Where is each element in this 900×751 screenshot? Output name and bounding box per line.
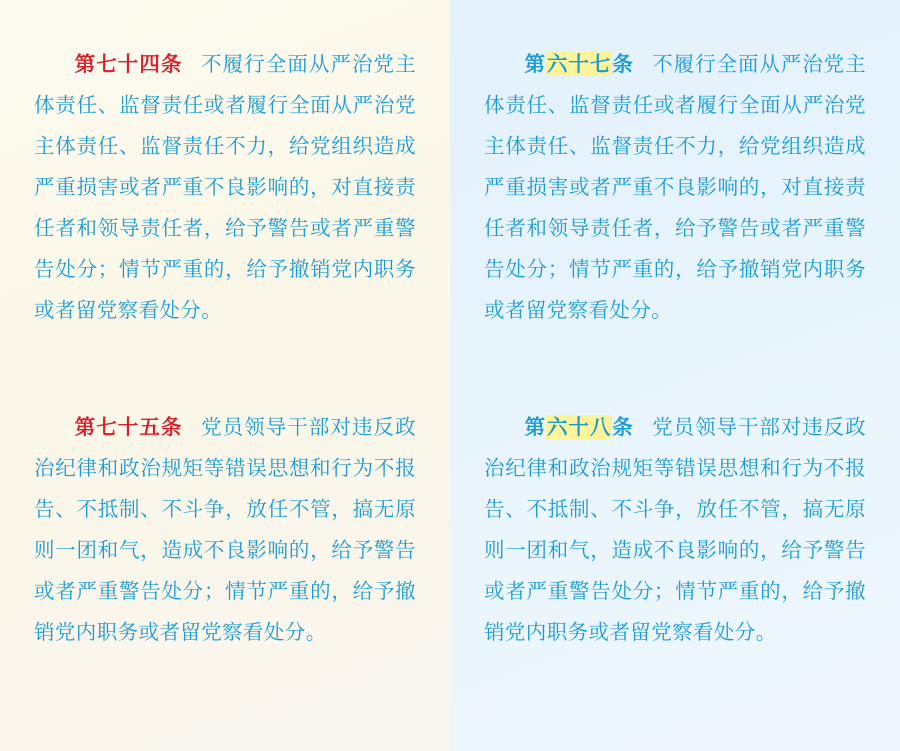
- article-paragraph: [484, 407, 866, 653]
- article-label-suffix: 条: [160, 415, 183, 439]
- article-label-suffix: 条: [612, 415, 634, 439]
- article-spacer: [34, 361, 416, 407]
- article-label-number: 七十五: [96, 415, 161, 439]
- article-paragraph: [34, 407, 416, 653]
- article-label-prefix: 第: [524, 415, 546, 439]
- article-spacer: [484, 361, 866, 407]
- article-body: 党员领导干部对违反政治纪律和政治规矩等错误思想和行为不报告、不抵制、不斗争，放任不管，搞无原则一团和气，造成不良影响的，给予警告或者严重警告处分；情节严重的，给予撤销党内职务或者留党察看处分。: [34, 415, 417, 644]
- article-block: [484, 44, 866, 331]
- right-column: [450, 0, 900, 751]
- article-label-number: 七十四: [96, 52, 161, 76]
- article-label-prefix: 第: [524, 52, 546, 76]
- article-label-suffix: 条: [612, 52, 634, 76]
- article-label-prefix: 第: [74, 52, 97, 76]
- article-body: 党员领导干部对违反政治纪律和政治规矩等错误思想和行为不报告、不抵制、不斗争，放任不管，搞无原则一团和气，造成不良影响的，给予警告或者严重警告处分；情节严重的，给予撤销党内职务或者留党察看处分。: [484, 415, 867, 644]
- article-paragraph: [34, 44, 416, 331]
- article-body: 不履行全面从严治党主体责任、监督责任或者履行全面从严治党主体责任、监督责任不力，给党组织造成严重损害或者严重不良影响的，对直接责任者和领导责任者，给予警告或者严重警告处分；情节严重的，给予撤销党内职务或者留党察看处分。: [484, 52, 867, 322]
- article-paragraph: [484, 44, 866, 331]
- article-label-number: 六十七: [546, 52, 612, 76]
- article-block: [34, 44, 416, 331]
- article-body: 不履行全面从严治党主体责任、监督责任或者履行全面从严治党主体责任、监督责任不力，给党组织造成严重损害或者严重不良影响的，对直接责任者和领导责任者，给予警告或者严重警告处分；情节严重的，给予撤销党内职务或者留党察看处分。: [34, 52, 417, 322]
- article-block: [34, 407, 416, 653]
- article-block: [484, 407, 866, 653]
- article-label-prefix: 第: [74, 415, 97, 439]
- article-label-number: 六十八: [546, 415, 612, 439]
- article-label-suffix: 条: [160, 52, 183, 76]
